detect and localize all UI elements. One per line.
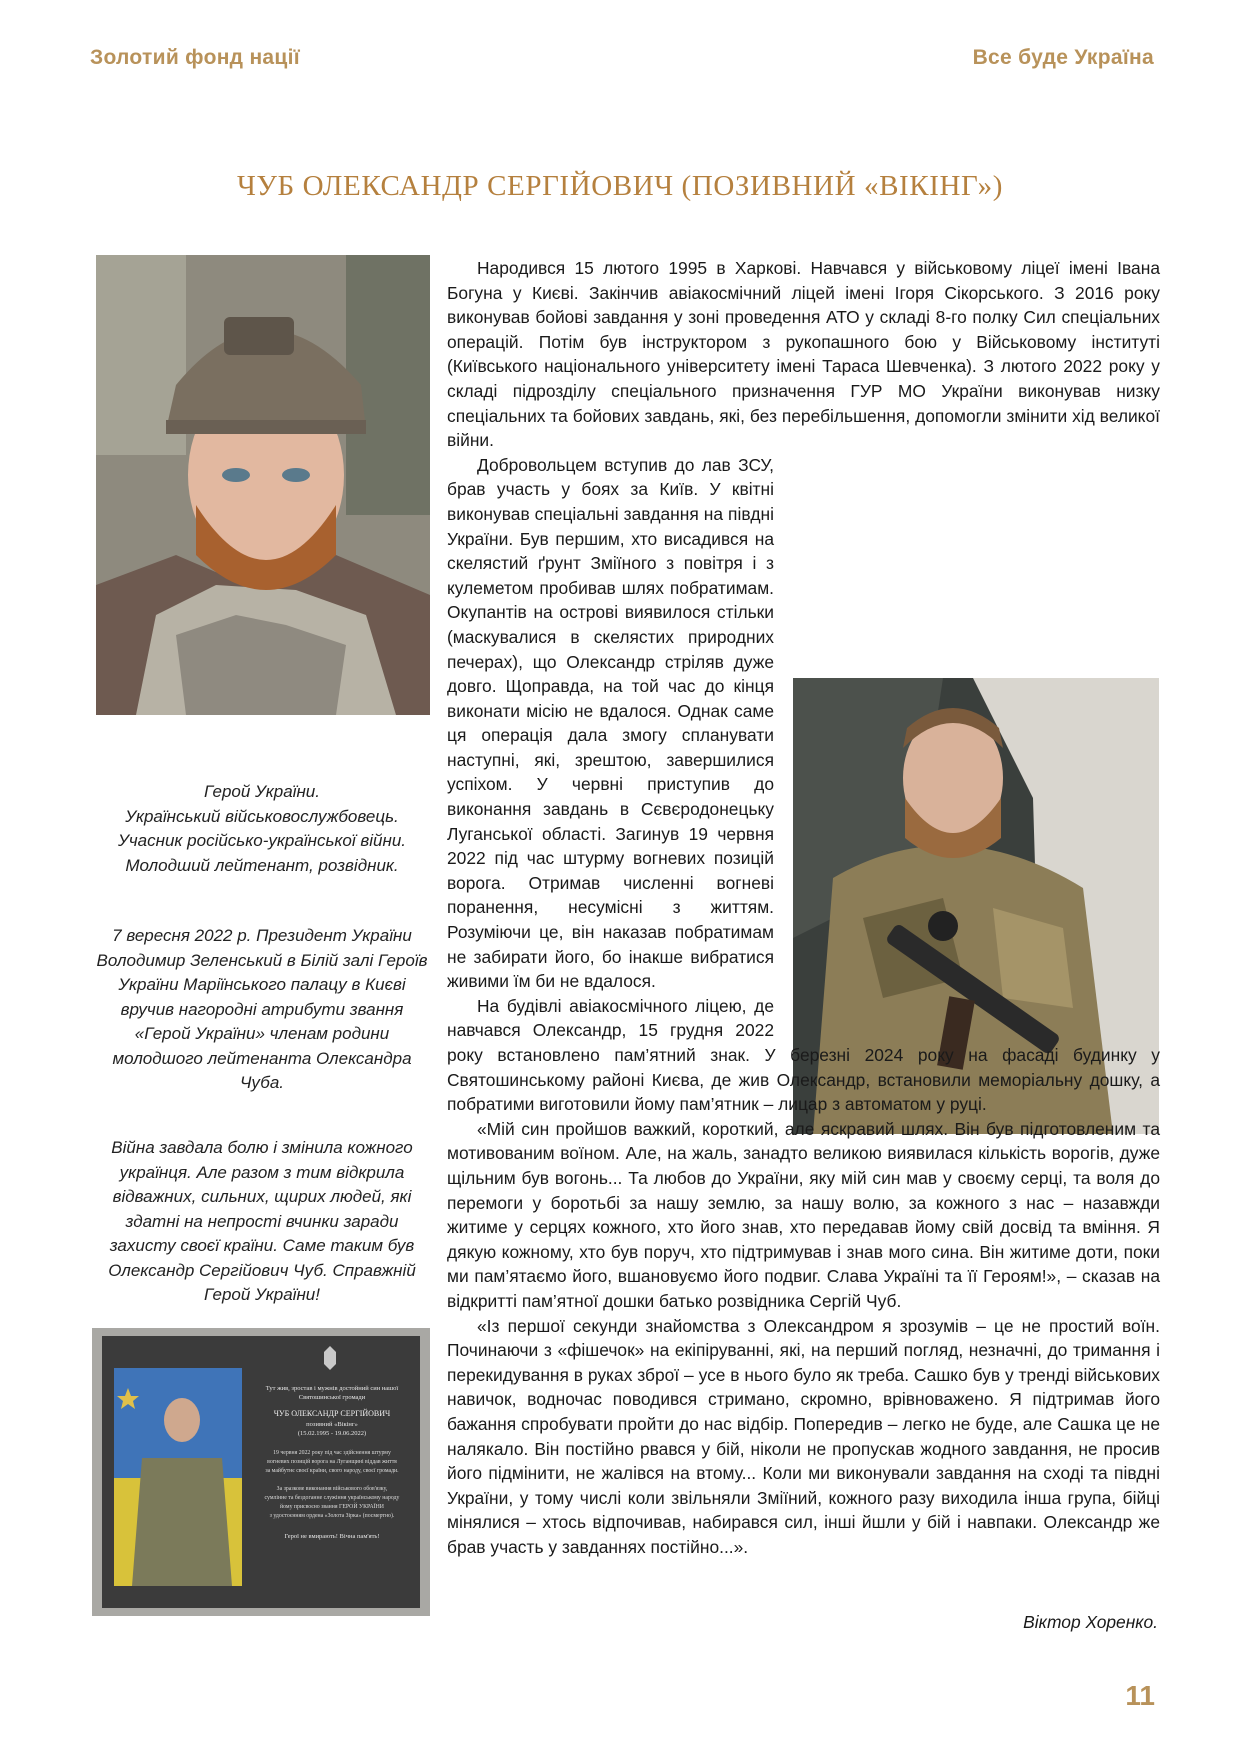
plaque-dates: (15.02.1995 - 19.06.2022)	[297, 1430, 367, 1437]
plaque-body-line: вогневих позицій ворога на Луганщині віддав життя	[267, 1459, 397, 1465]
article-paragraph: «Із першої секунди знайомства з Олександром я зрозумів – це не простий воїн. Починаючи з «фішечок» на екіпіруванні, які, на перший погляд, незначні, до тримання і перекидування в руках зброї – усе в нього було як треба. Сашко був у тренді військових навичок, водночас поводився стримано, скромно, врівноважено. Я підтримав його бажання спробувати пройти до нас відбір. Попередив – легко не буде, але Сашка це не налякало. Він постійно рвався у бій, ніколи не пропускав жодного завдання, не просив його підмінити, не жалівся на втому... Коли ми виконували завдання на сході та півдні України, у тому числі коли звільняли Зміїний, кожного разу виходила інша група, бійці мінялися – хтось відпочивав, набирався сил, інші йшли у бій і навпаки. Олександр же брав участь у завданнях постійно...».	[447, 1315, 1160, 1557]
plaque-body-line: з удостоєнням ордена «Золота Зірка» (посмертно).	[269, 1513, 395, 1519]
hero-caption-line: Учасник російсько-української війни.	[117, 831, 407, 850]
plaque-body-line: сумлінне та бездоганне служіння українському народу	[264, 1495, 400, 1501]
article-paragraph: «Мій син пройшов важкий, короткий, але яскравий шлях. Він був підготовленим та мотивованим воїном. Але, на жаль, занадто великою виявилася кількість ворогів, дуже щільним був вогонь... Та любов до України, яку мій син мав у своєму серці, та воля до перемоги у боротьбі за нашу землю, за нашу волю, за кожного з нас – назавжди житиме у серцях кожного, хто його знав, хто передавав йому свій досвід та вміння. Я дякую кожному, хто був поруч, хто підтримував і знав мого сина. Він житиме доти, поки ми пам’ятаємо його, вшановуємо його подвиг. Слава Україні та її Героям!», – сказав на відкритті пам’ятної дошки батько розвідника Сергій Чуб.	[447, 1118, 1160, 1311]
photo-wrap-space	[780, 623, 1160, 1021]
article-paragraph: Народився 15 лютого 1995 в Харкові. Навчався у військовому ліцеї імені Івана Богуна у Києві. Закінчив авіакосмічний ліцей імені Ігоря Сікорського. З 2016 року виконував бойові завдання у зоні проведення АТО у складі 8-го полку Сил спеціальних операцій. Потім був інструктором з рукопашного бою у Військовому інституті (Київського національного університету імені Тараса Шевченка). З лютого 2022 року у складі підрозділу спеціального призначення ГУР МО України виконував низку спеціальних та бойових завдань, які, без перебільшення, допомогли змінити хід великої війни.	[447, 258, 1160, 451]
running-head-left: Золотий фонд нації	[90, 46, 300, 69]
plaque-name: ЧУБ ОЛЕКСАНДР СЕРГІЙОВИЧ	[273, 1409, 391, 1418]
plaque-footer: Герої не вмирають! Вічна пам'ять!	[284, 1533, 380, 1540]
hero-caption-line: Молодший лейтенант, розвідник.	[125, 855, 399, 875]
article-paragraph: На будівлі авіакосмічного ліцею, де навчався Олександр, 15 грудня 2022 року встановлено пам’ятний знак. У березні 2024 року на фасаді будинку у Святошинському районі Києва, де жив Олександр, встановили меморіальну дошку, а побратими виготовили йому пам’ятник – лицар з автоматом у руці.	[447, 995, 1160, 1115]
article-paragraph: Добровольцем вступив до лав ЗСУ, брав участь у боях за Київ. У квітні виконував спеціальні завдання на півдні України. Був першим, хто висадився на скелястий ґрунт Зміїного з повітря і з кулеметом пробивав шлях побратимам. Окупантів на острові виявилося стільки (маскувалися в скелястих природних печерах), що Олександр стріляв дуже довго. Щоправда, на той час до кінця виконати місію не вдалося. Однак саме ця операція дала змогу спланувати наступні, які, зрештою, завершилися успіхом. У червні приступив до виконання завдань в Сєвєродонецьку Луганської області. Загинув 19 червня 2022 під час штурму вогневих позицій ворога. Отримав численні вогневі поранення, несумісні з життям. Розуміючи це, він наказав побратимам не забирати його, бо інакше вибратися живими їм би не вдалося.	[447, 454, 774, 992]
plaque-body-line: 19 червня 2022 року під час здійснення штурму	[273, 1450, 391, 1456]
article-title: ЧУБ ОЛЕКСАНДР СЕРГІЙОВИЧ (ПОЗИВНИЙ «ВІКІНГ»)	[236, 170, 1004, 202]
award-caption	[92, 924, 432, 1096]
memorial-plaque-photo	[92, 1328, 430, 1616]
memorial-plaque-illustration	[92, 1328, 430, 1616]
page-number: 11	[1125, 1680, 1155, 1711]
plaque-line-2: Святошинської громади	[298, 1394, 366, 1401]
tribute-caption-text: Війна завдала болю і змінила кожного українця. Але разом з тим відкрила відважних, сильних, щирих людей, які здатні на непрості вчинки заради захисту своєї країни. Саме таким був Олександр Сергійович Чуб. Справжній Герой України!	[108, 1138, 416, 1304]
plaque-body-line: За зразкове виконання військового обов'язку,	[276, 1486, 388, 1492]
plaque-callsign: позивний «Вікінг»	[306, 1421, 358, 1428]
award-caption-text: 7 вересня 2022 р. Президент України Володимир Зеленський в Білій залі Героїв України Маріїнського палацу в Києві вручив нагородні атрибути звання «Герой України» членам родини молодшого лейтенанта Олександра Чуба.	[96, 926, 428, 1092]
running-head-right: Все буде Україна	[972, 46, 1154, 69]
hero-caption-line: Український військовослужбовець.	[125, 806, 399, 826]
plaque-body-line: йому присвоєно звання ГЕРОЙ УКРАЇНИ	[280, 1504, 384, 1510]
article-signature: Віктор Хоренко.	[1023, 1612, 1158, 1632]
plaque-line-1: Тут жив, зростав і мужнів достойний син нашої	[265, 1385, 399, 1392]
hero-caption	[92, 780, 432, 878]
hero-caption-line: Герой України.	[204, 782, 320, 801]
plaque-body-line: за майбутнє своєї країни, свого народу, своєї громади.	[265, 1468, 399, 1474]
tribute-caption	[92, 1136, 432, 1308]
article-body	[447, 256, 1160, 1559]
portrait-helmet-illustration	[96, 255, 430, 715]
portrait-helmet-photo	[96, 255, 430, 715]
